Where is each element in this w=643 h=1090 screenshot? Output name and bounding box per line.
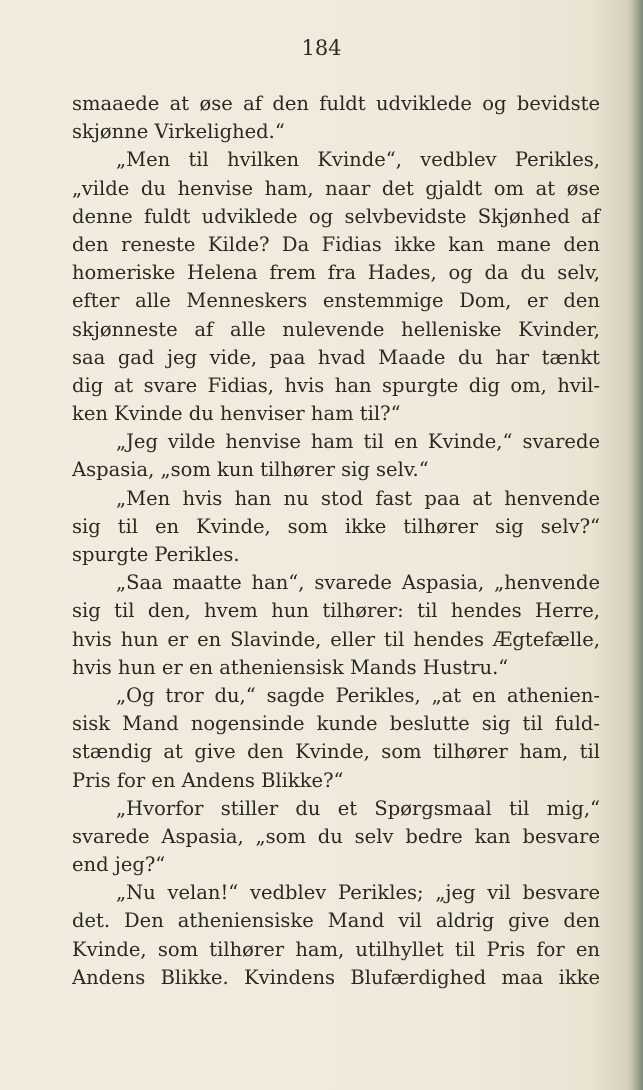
- text-line: skjønneste af alle nulevende helleniske Kvinder,: [72, 317, 600, 341]
- text-line: „Nu velan!“ vedblev Perikles; „jeg vil besvare: [116, 881, 600, 905]
- text-line: spurgte Perikles.: [72, 543, 240, 566]
- text-line: „Men hvis han nu stod fast paa at henvende: [116, 486, 600, 510]
- text-line: saa gad jeg vide, paa hvad Maade du har tænkt: [72, 345, 600, 369]
- text-line: sisk Mand nogensinde kunde beslutte sig til fuld-: [72, 712, 600, 736]
- text-line: „Hvorfor stiller du et Spørgsmaal til mig,“: [116, 796, 600, 820]
- text-line: efter alle Menneskers enstemmige Dom, er den: [72, 289, 600, 313]
- text-line: homeriske Helena frem fra Hades, og da du selv,: [72, 261, 600, 285]
- text-line: det. Den atheniensiske Mand vil aldrig give den: [72, 909, 600, 933]
- text-line: „vilde du henvise ham, naar det gjaldt om at øse: [72, 176, 600, 200]
- text-line: „Og tror du,“ sagde Perikles, „at en athenien-: [116, 683, 600, 707]
- text-line: dig at svare Fidias, hvis han spurgte dig om, hvil-: [72, 373, 600, 397]
- text-line: hvis hun er en Slavinde, eller til hendes Ægtefælle,: [72, 627, 600, 651]
- text-line: „Men til hvilken Kvinde“, vedblev Perikles,: [116, 148, 600, 172]
- text-line: ken Kvinde du henviser ham til?“: [72, 402, 401, 426]
- text-line: hvis hun er en atheniensisk Mands Hustru.“: [72, 655, 509, 679]
- text-line: Kvinde, som tilhører ham, utilhyllet til Pris for en: [72, 937, 600, 961]
- text-line: sig til den, hvem hun tilhører: til hendes Herre,: [72, 599, 600, 623]
- text-line: denne fuldt udviklede og selvbevidste Skjønhed af: [72, 204, 600, 228]
- text-line: stændig at give den Kvinde, som tilhører ham, til: [72, 740, 600, 764]
- text-line: Andens Blikke. Kvindens Blufærdighed maa ikke: [72, 965, 600, 989]
- text-line: Aspasia, „som kun tilhører sig selv.“: [72, 458, 429, 482]
- text-line: skjønne Virkelighed.“: [72, 120, 285, 144]
- text-line: smaaede at øse af den fuldt udviklede og bevidste: [72, 92, 600, 115]
- text-line: „Saa maatte han“, svarede Aspasia, „henvende: [116, 571, 600, 595]
- text-line: svarede Aspasia, „som du selv bedre kan besvare: [72, 824, 600, 848]
- body-text: [72, 90, 600, 992]
- page-number: 184: [301, 36, 342, 60]
- page-edge: [627, 0, 643, 1090]
- text-line: sig til en Kvinde, som ikke tilhører sig selv?“: [72, 514, 600, 538]
- text-line: „Jeg vilde henvise ham til en Kvinde,“ svarede: [116, 430, 600, 454]
- text-line: Pris for en Andens Blikke?“: [72, 768, 344, 792]
- text-line: end jeg?“: [72, 853, 166, 877]
- text-line: den reneste Kilde? Da Fidias ikke kan mane den: [72, 232, 600, 256]
